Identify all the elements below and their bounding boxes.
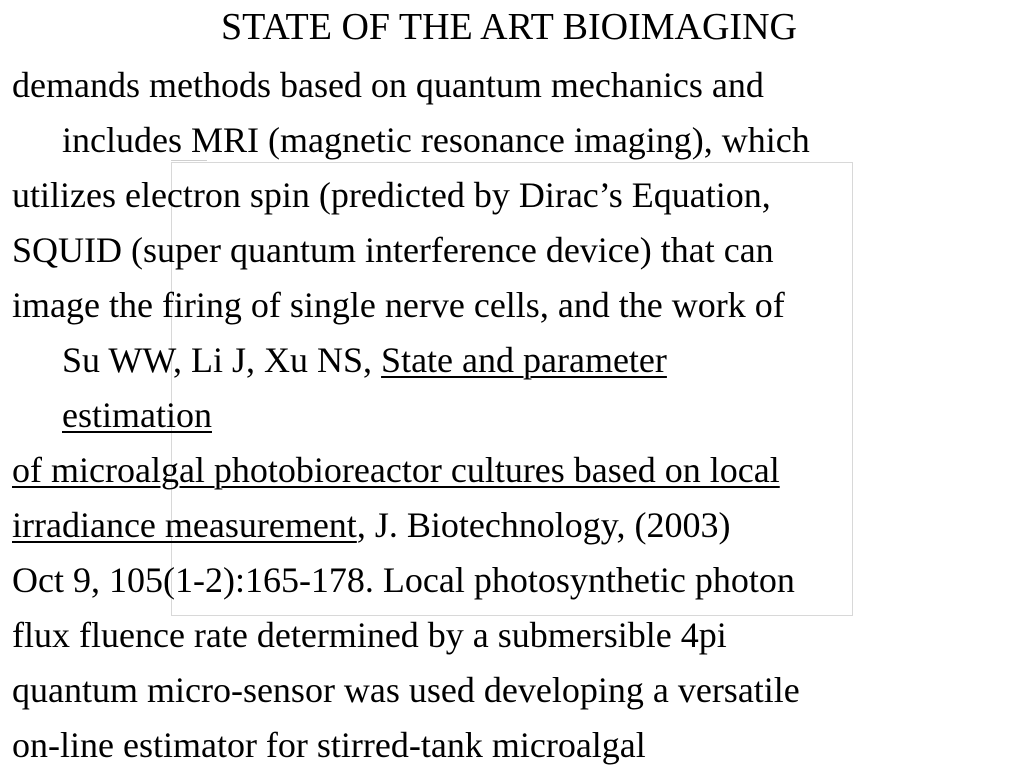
- body-line-7: [62, 393, 212, 437]
- body-line-12: quantum micro-sensor was used developing a versatile: [12, 670, 800, 710]
- citation-title-link-part-1[interactable]: State and parameter: [381, 340, 667, 380]
- body-line-5: image the firing of single nerve cells, and the work of: [12, 285, 785, 325]
- citation-title-link-part-2[interactable]: estimation: [62, 395, 212, 435]
- body-line-13: on-line estimator for stirred-tank microalgal: [12, 725, 646, 765]
- body-line-10: Oct 9, 105(1-2):165-178. Local photosynthetic photon: [12, 560, 795, 600]
- citation-title-link-part-4[interactable]: irradiance measurement: [12, 505, 357, 545]
- body-line-2: includes MRI (magnetic resonance imaging), which: [62, 120, 810, 160]
- citation-title-link-part-3[interactable]: of microalgal photobioreactor cultures based on local: [12, 450, 780, 490]
- body-line-3: utilizes electron spin (predicted by Dirac’s Equation,: [12, 175, 771, 215]
- body-line-9: [12, 503, 730, 547]
- body-line-6: [62, 338, 667, 382]
- body-line-1: demands methods based on quantum mechanics and: [12, 65, 764, 105]
- body-line-8: [12, 448, 780, 492]
- body-line-4: SQUID (super quantum interference device) that can: [12, 230, 774, 270]
- citation-journal: , J. Biotechnology, (2003): [356, 505, 731, 545]
- body-line-11: flux fluence rate determined by a submersible 4pi: [12, 615, 727, 655]
- citation-authors: Su WW, Li J, Xu NS,: [62, 340, 382, 380]
- slide-title: STATE OF THE ART BIOIMAGING: [221, 6, 797, 48]
